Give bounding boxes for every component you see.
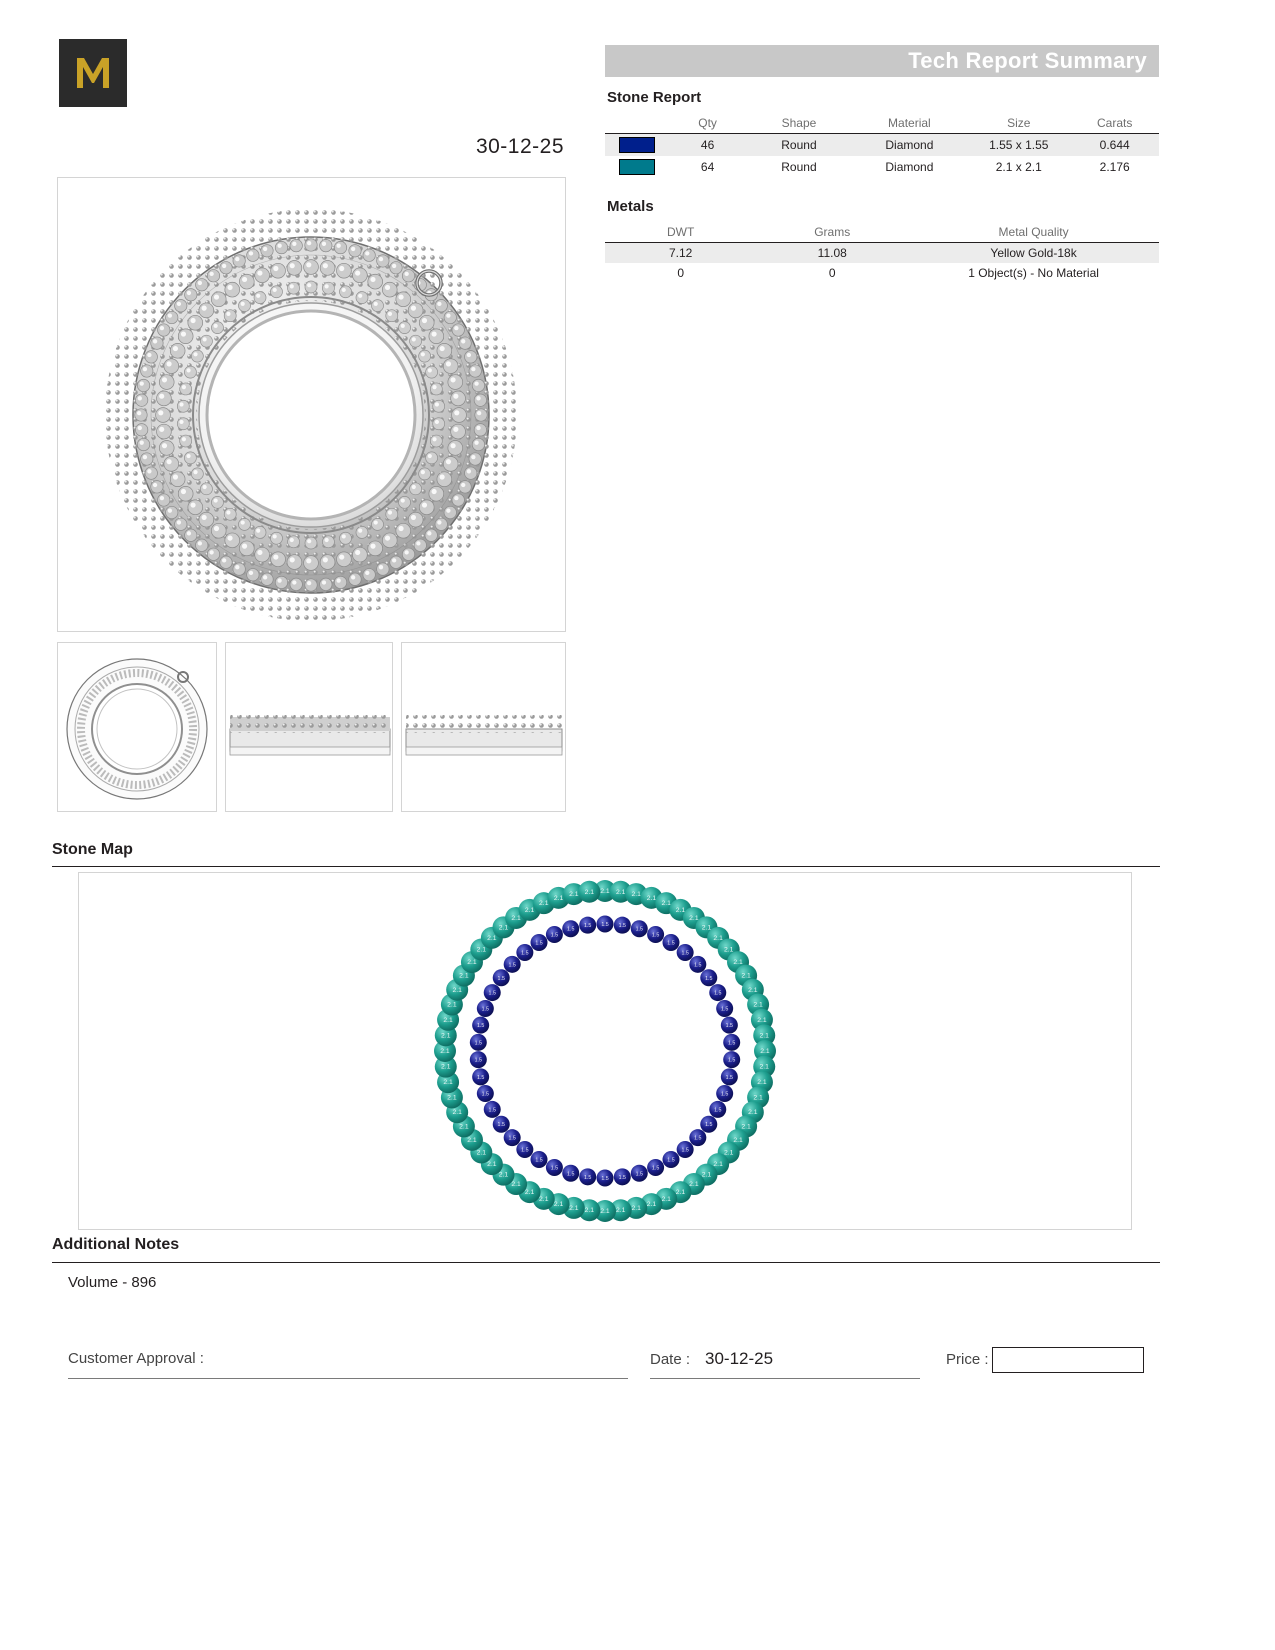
svg-text:2.1: 2.1 <box>584 888 595 896</box>
svg-text:2.1: 2.1 <box>661 1195 671 1203</box>
metal-quality: Yellow Gold-18k <box>908 243 1159 264</box>
tech-report-title: Tech Report Summary <box>908 48 1147 73</box>
date-label: Date : <box>650 1351 691 1368</box>
svg-text:2.1: 2.1 <box>748 1109 758 1117</box>
col-metal-quality: Metal Quality <box>908 223 1159 243</box>
stone-shape: Round <box>746 134 851 157</box>
svg-text:1.5: 1.5 <box>521 1147 529 1154</box>
date-value: 30-12-25 <box>705 1349 774 1368</box>
svg-text:1.5: 1.5 <box>481 1091 490 1098</box>
svg-text:1.5: 1.5 <box>508 962 516 969</box>
stone-map-svg <box>79 873 1131 1229</box>
table-row <box>605 263 1159 283</box>
svg-text:2.1: 2.1 <box>498 924 509 932</box>
pendant-thumbnail-side-1-icon <box>226 643 394 811</box>
table-header-row <box>605 114 1159 134</box>
metals-title: Metals <box>607 198 654 215</box>
svg-text:2.1: 2.1 <box>675 1189 686 1197</box>
metals-table <box>605 223 1159 283</box>
svg-text:2.1: 2.1 <box>748 986 758 994</box>
svg-text:2.1: 2.1 <box>569 1204 579 1212</box>
col-carats: Carats <box>1070 114 1159 134</box>
brand-logo <box>59 39 127 107</box>
svg-text:2.1: 2.1 <box>441 1063 451 1071</box>
svg-text:1.5: 1.5 <box>550 932 559 939</box>
stone-carats: 2.176 <box>1099 160 1130 174</box>
svg-text:1.5: 1.5 <box>725 1023 734 1030</box>
svg-text:2.1: 2.1 <box>753 1094 763 1102</box>
svg-text:2.1: 2.1 <box>476 946 487 954</box>
col-color <box>605 114 669 134</box>
col-dwt: DWT <box>605 223 756 243</box>
svg-text:2.1: 2.1 <box>447 1094 457 1102</box>
svg-text:2.1: 2.1 <box>615 1207 626 1215</box>
metal-quality: 1 Object(s) - No Material <box>968 266 1099 280</box>
svg-text:1.5: 1.5 <box>508 1135 516 1142</box>
svg-text:2.1: 2.1 <box>723 946 734 954</box>
stone-report-table <box>605 114 1159 178</box>
svg-text:1.5: 1.5 <box>474 1040 482 1047</box>
svg-text:1.5: 1.5 <box>567 1171 575 1178</box>
svg-text:1.5: 1.5 <box>635 1171 643 1178</box>
svg-text:1.5: 1.5 <box>535 940 543 947</box>
svg-text:1.5: 1.5 <box>651 932 660 939</box>
svg-text:1.5: 1.5 <box>681 950 689 957</box>
svg-text:1.5: 1.5 <box>601 922 609 928</box>
metal-grams: 11.08 <box>756 243 908 264</box>
col-size: Size <box>967 114 1070 134</box>
svg-text:1.5: 1.5 <box>714 1107 722 1114</box>
table-row <box>605 134 1159 157</box>
customer-approval-label: Customer Approval : <box>68 1350 204 1367</box>
svg-text:1.5: 1.5 <box>694 1135 702 1142</box>
price-label: Price : <box>946 1351 989 1368</box>
svg-text:2.1: 2.1 <box>759 1063 769 1071</box>
pendant-thumbnail-side-2-icon <box>402 643 566 811</box>
stone-size: 1.55 x 1.55 <box>967 134 1070 157</box>
svg-text:1.5: 1.5 <box>728 1057 736 1064</box>
metal-dwt: 0 <box>677 266 684 280</box>
pendant-render-front-icon <box>58 178 565 631</box>
svg-text:2.1: 2.1 <box>615 888 626 896</box>
svg-text:1.5: 1.5 <box>481 1006 490 1013</box>
svg-text:2.1: 2.1 <box>584 1207 595 1215</box>
svg-text:2.1: 2.1 <box>701 1171 712 1179</box>
svg-text:2.1: 2.1 <box>511 914 521 922</box>
stone-color-cell <box>605 134 669 157</box>
tech-report-header <box>605 45 1159 77</box>
svg-text:2.1: 2.1 <box>646 894 657 902</box>
svg-text:2.1: 2.1 <box>467 1136 477 1144</box>
svg-text:2.1: 2.1 <box>487 934 497 942</box>
col-material: Material <box>852 114 968 134</box>
svg-text:1.5: 1.5 <box>635 926 643 933</box>
stone-qty: 46 <box>669 134 746 157</box>
svg-text:1.5: 1.5 <box>725 1074 734 1081</box>
svg-text:1.5: 1.5 <box>720 1091 729 1098</box>
svg-text:1.5: 1.5 <box>694 962 702 969</box>
svg-text:2.1: 2.1 <box>452 1109 462 1117</box>
stone-color-swatch <box>619 137 655 153</box>
col-grams: Grams <box>756 223 908 243</box>
svg-text:2.1: 2.1 <box>741 1123 751 1131</box>
svg-text:2.1: 2.1 <box>733 1136 743 1144</box>
svg-text:1.5: 1.5 <box>681 1147 689 1154</box>
svg-text:2.1: 2.1 <box>443 1079 453 1087</box>
m-monogram-icon <box>70 50 116 96</box>
svg-text:1.5: 1.5 <box>584 923 592 930</box>
svg-text:2.1: 2.1 <box>447 1001 457 1009</box>
svg-text:2.1: 2.1 <box>441 1032 451 1040</box>
stone-report-title: Stone Report <box>607 89 702 106</box>
svg-text:2.1: 2.1 <box>753 1001 763 1009</box>
svg-text:2.1: 2.1 <box>600 1208 610 1215</box>
svg-text:2.1: 2.1 <box>600 888 610 895</box>
svg-text:1.5: 1.5 <box>476 1074 485 1081</box>
metal-grams: 0 <box>828 266 836 280</box>
svg-text:2.1: 2.1 <box>675 906 686 914</box>
thumbnail-side-2[interactable] <box>401 642 566 812</box>
stone-carats: 0.644 <box>1070 134 1159 157</box>
stone-material: Diamond <box>852 134 968 157</box>
svg-text:1.5: 1.5 <box>618 1174 626 1181</box>
table-header-row <box>605 223 1159 243</box>
svg-text:1.5: 1.5 <box>618 923 626 930</box>
svg-text:2.1: 2.1 <box>553 894 564 902</box>
svg-text:2.1: 2.1 <box>741 972 751 980</box>
svg-text:2.1: 2.1 <box>524 1189 535 1197</box>
svg-text:2.1: 2.1 <box>476 1149 487 1157</box>
svg-text:1.5: 1.5 <box>476 1023 485 1030</box>
svg-text:2.1: 2.1 <box>539 1195 549 1203</box>
stone-map-title: Stone Map <box>52 841 133 858</box>
notes-divider <box>52 1262 1160 1263</box>
stone-map-diagram <box>78 872 1132 1230</box>
main-product-image <box>57 177 566 632</box>
svg-text:2.1: 2.1 <box>713 934 723 942</box>
metal-dwt: 7.12 <box>605 243 756 264</box>
stone-color-swatch <box>619 159 655 175</box>
svg-text:1.5: 1.5 <box>567 926 575 933</box>
svg-text:2.1: 2.1 <box>539 900 549 908</box>
additional-notes-text: Volume - 896 <box>68 1274 157 1291</box>
thumbnail-front[interactable] <box>57 642 217 812</box>
table-row <box>605 156 1159 178</box>
svg-text:2.1: 2.1 <box>713 1161 723 1169</box>
svg-text:2.1: 2.1 <box>498 1171 509 1179</box>
svg-text:2.1: 2.1 <box>646 1201 657 1209</box>
price-input[interactable] <box>992 1347 1144 1373</box>
svg-text:1.5: 1.5 <box>714 990 722 997</box>
svg-text:2.1: 2.1 <box>459 1123 469 1131</box>
svg-text:1.5: 1.5 <box>488 990 496 997</box>
pendant-thumbnail-front-icon <box>58 643 217 811</box>
svg-text:1.5: 1.5 <box>497 1122 505 1129</box>
svg-text:2.1: 2.1 <box>511 1181 521 1189</box>
svg-text:2.1: 2.1 <box>524 906 535 914</box>
stone-qty: 64 <box>700 160 715 174</box>
svg-text:1.5: 1.5 <box>705 975 713 982</box>
svg-text:2.1: 2.1 <box>459 972 469 980</box>
svg-text:1.5: 1.5 <box>728 1040 736 1047</box>
svg-text:1.5: 1.5 <box>667 1157 675 1164</box>
svg-text:2.1: 2.1 <box>487 1161 497 1169</box>
svg-text:2.1: 2.1 <box>553 1201 564 1209</box>
table-row <box>605 243 1159 264</box>
stone-shape: Round <box>781 160 817 174</box>
col-shape: Shape <box>746 114 851 134</box>
svg-text:1.5: 1.5 <box>550 1165 559 1172</box>
svg-text:2.1: 2.1 <box>631 891 641 899</box>
svg-text:1.5: 1.5 <box>488 1107 496 1114</box>
svg-text:2.1: 2.1 <box>452 986 462 994</box>
svg-text:1.5: 1.5 <box>497 975 505 982</box>
svg-text:1.5: 1.5 <box>651 1165 660 1172</box>
svg-text:2.1: 2.1 <box>661 900 671 908</box>
additional-notes-title: Additional Notes <box>52 1236 180 1253</box>
svg-text:2.1: 2.1 <box>631 1204 641 1212</box>
design-date: 30-12-25 <box>475 135 564 158</box>
svg-text:2.1: 2.1 <box>440 1048 450 1055</box>
stone-color-cell <box>605 156 669 178</box>
customer-approval-line[interactable] <box>68 1378 628 1379</box>
svg-text:2.1: 2.1 <box>723 1149 734 1157</box>
thumbnail-side-1[interactable] <box>225 642 394 812</box>
svg-text:2.1: 2.1 <box>759 1032 769 1040</box>
stone-map-divider <box>52 866 1160 867</box>
svg-text:2.1: 2.1 <box>760 1048 770 1055</box>
svg-text:2.1: 2.1 <box>757 1079 767 1087</box>
svg-text:1.5: 1.5 <box>521 950 529 957</box>
stone-size: 2.1 x 2.1 <box>995 160 1042 174</box>
stone-material: Diamond <box>885 160 934 174</box>
svg-text:1.5: 1.5 <box>720 1006 729 1013</box>
col-qty: Qty <box>669 114 746 134</box>
svg-text:2.1: 2.1 <box>757 1016 767 1024</box>
svg-text:1.5: 1.5 <box>584 1174 592 1181</box>
svg-text:2.1: 2.1 <box>689 914 699 922</box>
svg-text:2.1: 2.1 <box>733 959 743 967</box>
svg-text:2.1: 2.1 <box>443 1016 453 1024</box>
svg-text:1.5: 1.5 <box>667 940 675 947</box>
svg-text:1.5: 1.5 <box>535 1157 543 1164</box>
thumbnail-strip <box>57 642 566 812</box>
svg-text:2.1: 2.1 <box>467 959 477 967</box>
svg-text:1.5: 1.5 <box>601 1176 609 1182</box>
svg-text:2.1: 2.1 <box>569 891 579 899</box>
svg-text:1.5: 1.5 <box>705 1122 713 1129</box>
date-line <box>650 1378 920 1379</box>
svg-text:1.5: 1.5 <box>474 1057 482 1064</box>
svg-text:2.1: 2.1 <box>701 924 712 932</box>
svg-text:2.1: 2.1 <box>689 1181 699 1189</box>
